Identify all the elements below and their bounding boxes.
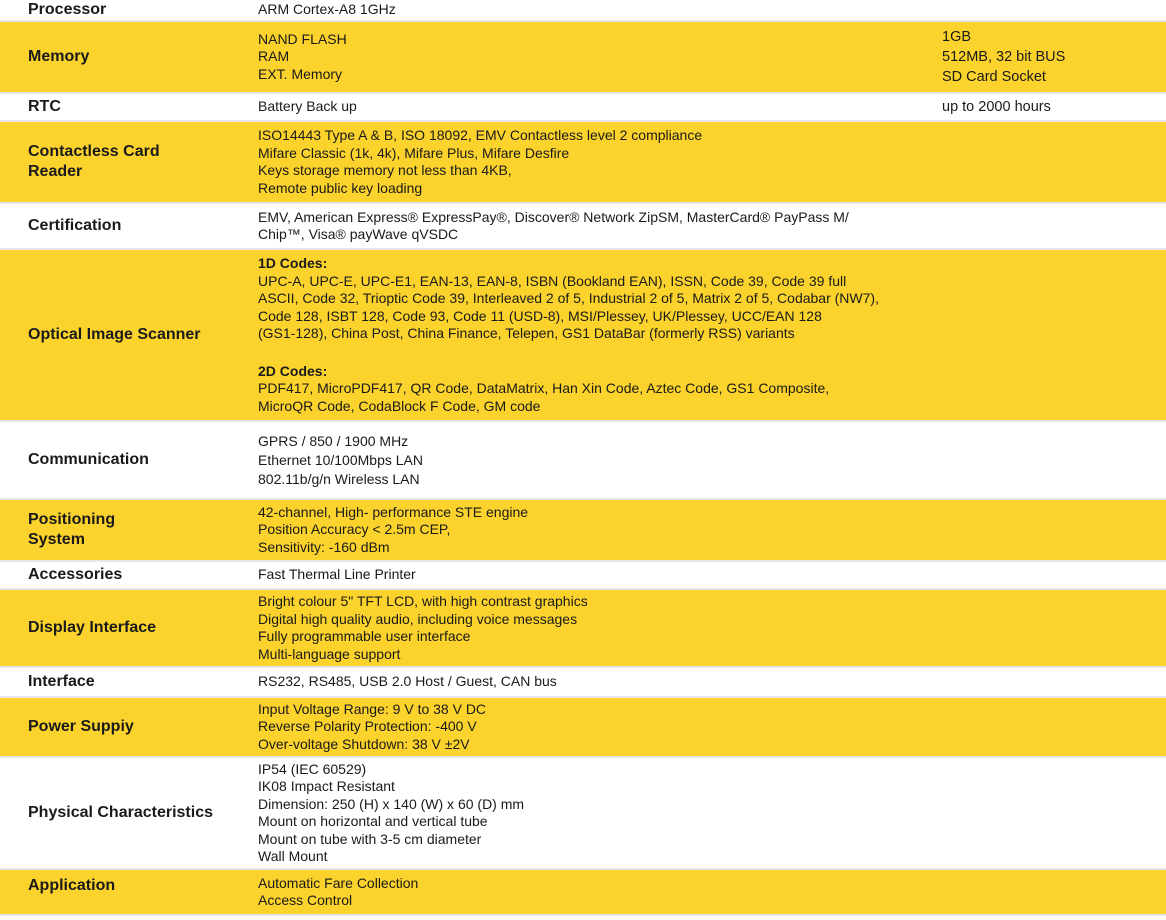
spec-value-line: Chip™, Visa® payWave qVSDC xyxy=(258,226,459,242)
spec-label: Memory xyxy=(28,48,90,65)
spec-value-line: Wall Mount xyxy=(258,848,328,864)
spec-row-accessories xyxy=(0,562,1166,590)
spec-extra-line: 1GB xyxy=(942,29,972,45)
spec-value-line: Automatic Fare Collection xyxy=(258,874,419,891)
spec-value-line: GPRS / 850 / 1900 MHz xyxy=(258,432,409,449)
spec-value-line: RAM xyxy=(258,48,290,65)
spec-extra-line: 512MB, 32 bit BUS xyxy=(942,49,1066,65)
spec-row-power-supply xyxy=(0,698,1166,758)
spec-value-line: Access Control xyxy=(258,892,353,908)
spec-value-line: Mount on tube with 3-5 cm diameter xyxy=(258,830,482,847)
spec-value-line: IK08 Impact Resistant xyxy=(258,778,395,794)
spec-value-line: Fast Thermal Line Printer xyxy=(258,566,416,583)
spec-value-line: UPC-A, UPC-E, UPC-E1, EAN-13, EAN-8, ISBN (Bookland EAN), ISSN, Code 39, Code 39 full xyxy=(258,272,847,289)
spec-label: Display Interface xyxy=(28,619,157,636)
spec-value-line: (GS1-128), China Post, China Finance, Telepen, GS1 DataBar (formerly RSS) variants xyxy=(258,325,795,341)
spec-row-display-interface xyxy=(0,590,1166,668)
spec-value-line: Keys storage memory not less than 4KB, xyxy=(258,162,512,178)
spec-values xyxy=(258,422,938,498)
spec-row-rtc xyxy=(0,94,1166,122)
spec-values xyxy=(258,94,938,120)
spec-value-line: IP54 (IEC 60529) xyxy=(258,760,367,777)
spec-value-line: Mount on horizontal and vertical tube xyxy=(258,813,488,829)
spec-value-line: RS232, RS485, USB 2.0 Host / Guest, CAN bus xyxy=(258,673,557,690)
spec-label: Power Suppiy xyxy=(28,718,134,735)
spec-value-line: Remote public key loading xyxy=(258,179,423,196)
spec-values xyxy=(258,870,938,914)
spec-value-line: Multi-language support xyxy=(258,645,401,662)
spec-extra-line: up to 2000 hours xyxy=(942,99,1051,115)
spec-value-line: Sensitivity: -160 dBm xyxy=(258,538,390,555)
spec-label: Communication xyxy=(28,451,149,468)
spec-row-communication xyxy=(0,422,1166,500)
spec-label: RTC xyxy=(28,98,61,115)
spec-extra-values xyxy=(942,22,1162,92)
spec-row-memory xyxy=(0,22,1166,94)
spec-row-optical-scanner xyxy=(0,250,1166,422)
spec-row-interface xyxy=(0,668,1166,698)
spec-value-line: Bright colour 5" TFT LCD, with high contrast graphics xyxy=(258,593,588,609)
spec-value-line: ISO14443 Type A & B, ISO 18092, EMV Contactless level 2 compliance xyxy=(258,127,703,143)
spec-value-line: Reverse Polarity Protection: -400 V xyxy=(258,718,477,735)
spec-value-line: Mifare Classic (1k, 4k), Mifare Plus, Mifare Desfire xyxy=(258,144,570,161)
spec-values xyxy=(258,122,938,202)
spec-label: Interface xyxy=(28,673,95,690)
spec-values xyxy=(258,668,938,696)
spec-row-application xyxy=(0,870,1166,916)
spec-label: Physical Characteristics xyxy=(28,804,213,821)
spec-value-line: Code 128, ISBT 128, Code 93, Code 11 (USD-8), MSI/Plessey, UK/Plessey, UCC/EAN 128 xyxy=(258,307,822,324)
spec-values xyxy=(258,758,938,868)
spec-row-processor xyxy=(0,0,1166,22)
spec-value-line: Input Voltage Range: 9 V to 38 V DC xyxy=(258,700,487,717)
spec-value-line: PDF417, MicroPDF417, QR Code, DataMatrix, Han Xin Code, Aztec Code, GS1 Composite, xyxy=(258,380,830,396)
spec-value-line: Ethernet 10/100Mbps LAN xyxy=(258,451,423,468)
spec-value-line: NAND FLASH xyxy=(258,30,347,47)
spec-values xyxy=(258,698,938,756)
spec-value-line: EXT. Memory xyxy=(258,65,343,82)
spec-value-line: Dimension: 250 (H) x 140 (W) x 60 (D) mm xyxy=(258,795,525,812)
spec-value-heading: 2D Codes: xyxy=(258,362,328,379)
spec-value-line: ARM Cortex-A8 1GHz xyxy=(258,1,396,18)
spec-row-certification xyxy=(0,204,1166,250)
spec-value-line: 42-channel, High- performance STE engine xyxy=(258,503,529,520)
spec-label: Optical Image Scanner xyxy=(28,326,201,343)
spec-extra-line: SD Card Socket xyxy=(942,69,1046,85)
spec-label: Application xyxy=(28,877,116,894)
spec-row-contactless xyxy=(0,122,1166,204)
spec-values xyxy=(258,22,938,92)
spec-value-line: Digital high quality audio, including voice messages xyxy=(258,610,578,627)
spec-label: Certification xyxy=(28,217,122,234)
spec-values xyxy=(258,204,938,248)
spec-value-spacer xyxy=(258,343,938,363)
spec-value-line: EMV, American Express® ExpressPay®, Discover® Network ZipSM, MasterCard® PayPass M/ xyxy=(258,208,849,225)
spec-value-line: Battery Back up xyxy=(258,98,357,115)
spec-value-line: Over-voltage Shutdown: 38 V ±2V xyxy=(258,735,470,752)
spec-value-line: Position Accuracy < 2.5m CEP, xyxy=(258,521,451,538)
spec-row-physical xyxy=(0,758,1166,870)
spec-values xyxy=(258,500,938,560)
spec-label: Positioning System xyxy=(28,511,116,548)
spec-values xyxy=(258,0,938,20)
spec-values xyxy=(258,562,938,588)
spec-value-line: ASCII, Code 32, Trioptic Code 39, Interleaved 2 of 5, Industrial 2 of 5, Matrix 2 of 5, Codabar (NW7), xyxy=(258,290,879,306)
spec-label: Accessories xyxy=(28,566,123,583)
spec-value-line: MicroQR Code, CodaBlock F Code, GM code xyxy=(258,397,541,414)
spec-value-line: Fully programmable user interface xyxy=(258,628,471,644)
spec-label: Contactless Card Reader xyxy=(28,143,160,180)
spec-values xyxy=(258,590,938,666)
spec-label: Processor xyxy=(28,1,107,18)
spec-extra-values xyxy=(942,94,1162,120)
spec-values xyxy=(258,250,938,420)
spec-value-line: 802.11b/g/n Wireless LAN xyxy=(258,470,420,487)
spec-row-positioning xyxy=(0,500,1166,562)
spec-value-heading: 1D Codes: xyxy=(258,255,328,271)
